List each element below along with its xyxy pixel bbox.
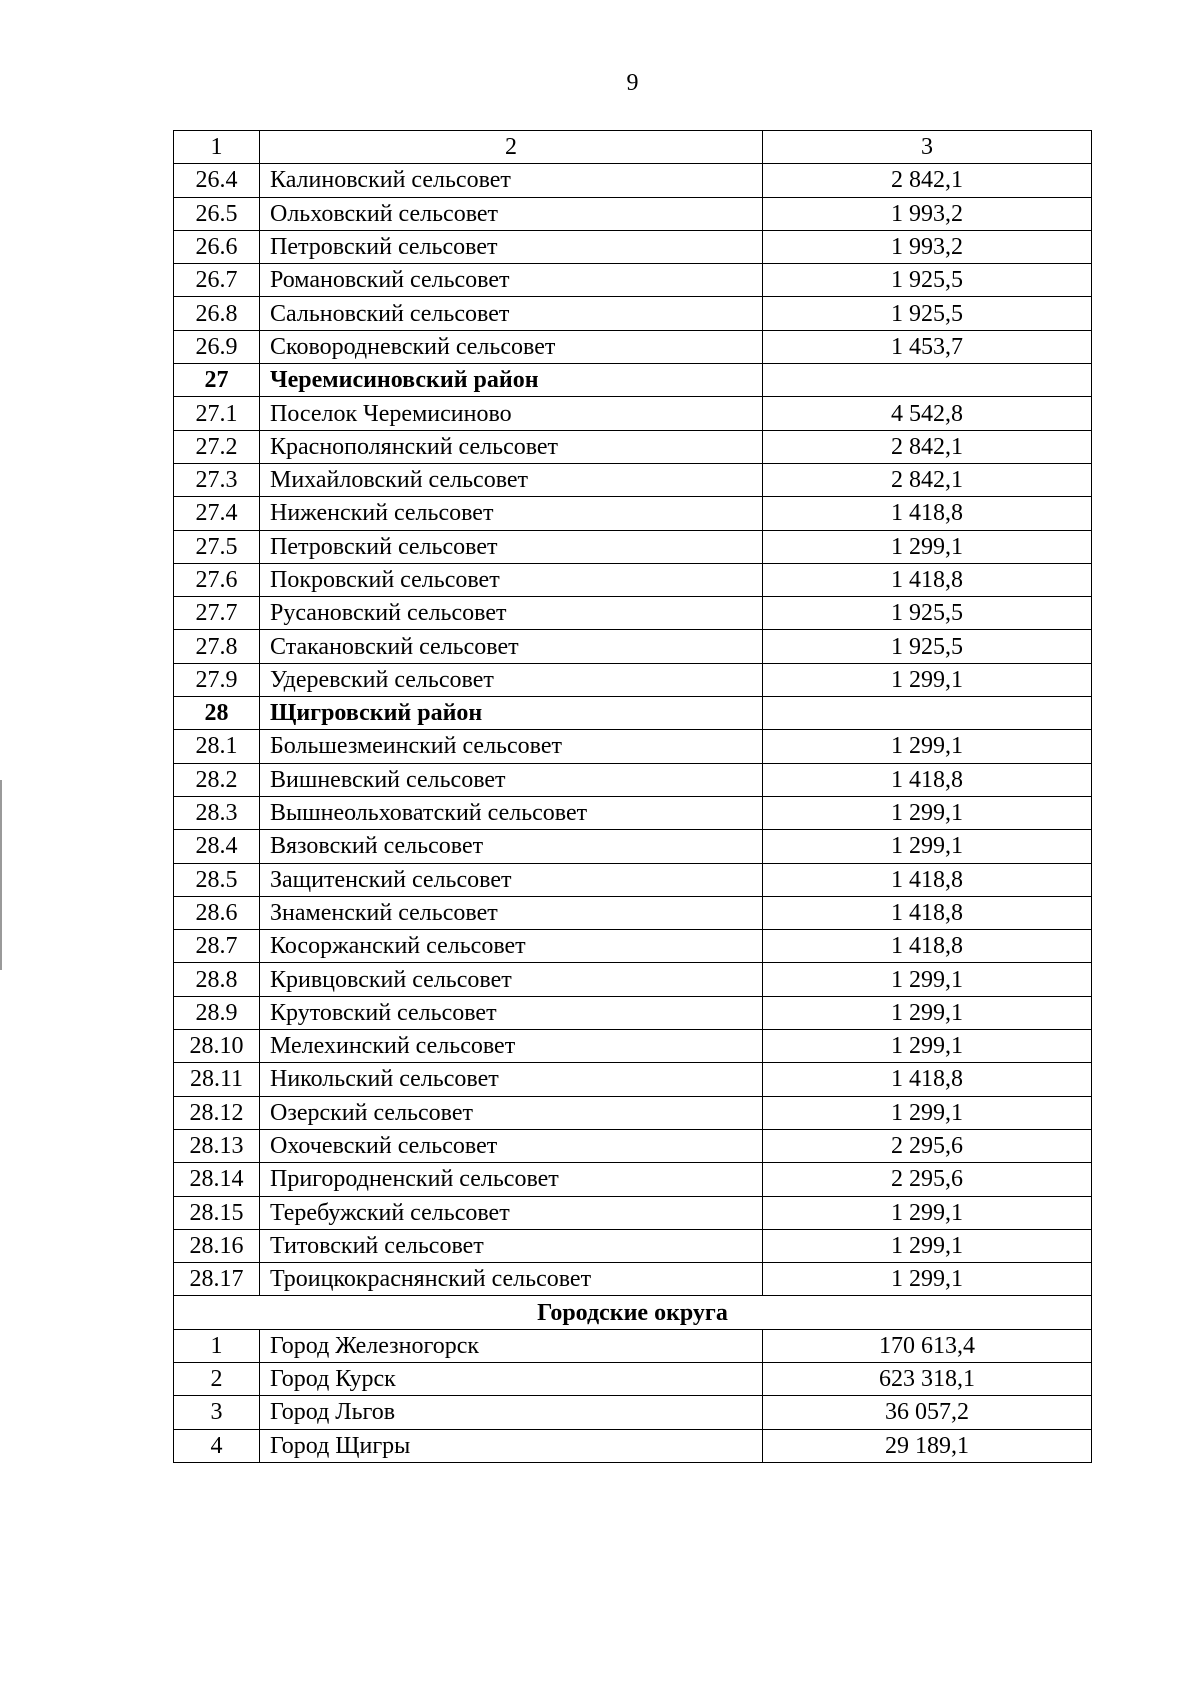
table-row	[174, 1096, 1092, 1129]
row-value: 2 842,1	[763, 430, 1092, 463]
row-number: 28.14	[174, 1163, 260, 1196]
row-name: Сковородневский сельсовет	[260, 330, 763, 363]
row-number: 26.9	[174, 330, 260, 363]
row-name: Город Железногорск	[260, 1329, 763, 1362]
row-number: 28.9	[174, 996, 260, 1029]
table-row	[174, 630, 1092, 663]
table-row	[174, 830, 1092, 863]
row-number: 27.2	[174, 430, 260, 463]
row-number: 28	[174, 697, 260, 730]
row-value: 1 418,8	[763, 497, 1092, 530]
row-value: 1 299,1	[763, 996, 1092, 1029]
row-value: 1 925,5	[763, 264, 1092, 297]
row-number: 26.4	[174, 164, 260, 197]
row-value: 1 299,1	[763, 730, 1092, 763]
row-value: 1 299,1	[763, 1263, 1092, 1296]
row-name: Косоржанский сельсовет	[260, 930, 763, 963]
row-value: 1 418,8	[763, 863, 1092, 896]
row-number: 27.4	[174, 497, 260, 530]
row-value: 1 993,2	[763, 197, 1092, 230]
header-col-3: 3	[763, 131, 1092, 164]
row-name: Удеревский сельсовет	[260, 663, 763, 696]
row-value: 623 318,1	[763, 1362, 1092, 1395]
table-row	[174, 330, 1092, 363]
row-name: Черемисиновский район	[260, 364, 763, 397]
row-name: Русановский сельсовет	[260, 597, 763, 630]
row-number: 28.15	[174, 1196, 260, 1229]
row-name: Ольховский сельсовет	[260, 197, 763, 230]
row-name: Кривцовский сельсовет	[260, 963, 763, 996]
row-value: 1 299,1	[763, 663, 1092, 696]
table-row	[174, 896, 1092, 929]
row-number: 4	[174, 1429, 260, 1462]
row-number: 27.8	[174, 630, 260, 663]
row-number: 28.2	[174, 763, 260, 796]
group-heading: Городские округа	[174, 1296, 1092, 1329]
row-number: 28.17	[174, 1263, 260, 1296]
row-name: Большезмеинский сельсовет	[260, 730, 763, 763]
row-number: 27	[174, 364, 260, 397]
row-number: 26.8	[174, 297, 260, 330]
row-number: 28.4	[174, 830, 260, 863]
row-value	[763, 697, 1092, 730]
row-name: Никольский сельсовет	[260, 1063, 763, 1096]
table-row	[174, 230, 1092, 263]
group-heading-row	[174, 1296, 1092, 1329]
row-name: Покровский сельсовет	[260, 563, 763, 596]
row-number: 26.7	[174, 264, 260, 297]
row-number: 28.1	[174, 730, 260, 763]
table-row	[174, 1063, 1092, 1096]
row-name: Охочевский сельсовет	[260, 1129, 763, 1162]
table-row	[174, 1030, 1092, 1063]
row-value: 2 842,1	[763, 463, 1092, 496]
row-number: 3	[174, 1396, 260, 1429]
row-value: 29 189,1	[763, 1429, 1092, 1462]
row-value: 1 299,1	[763, 1030, 1092, 1063]
row-value: 170 613,4	[763, 1329, 1092, 1362]
row-value: 1 925,5	[763, 597, 1092, 630]
row-name: Титовский сельсовет	[260, 1229, 763, 1262]
table-row	[174, 164, 1092, 197]
header-row	[174, 131, 1092, 164]
row-number: 2	[174, 1362, 260, 1395]
row-name: Троицкокраснянский сельсовет	[260, 1263, 763, 1296]
row-name: Озерский сельсовет	[260, 1096, 763, 1129]
row-value: 1 299,1	[763, 830, 1092, 863]
table-row	[174, 1163, 1092, 1196]
row-name: Ниженский сельсовет	[260, 497, 763, 530]
table-row	[174, 563, 1092, 596]
row-number: 28.5	[174, 863, 260, 896]
district-heading-row	[174, 697, 1092, 730]
row-value: 1 453,7	[763, 330, 1092, 363]
row-number: 27.3	[174, 463, 260, 496]
row-value: 1 925,5	[763, 297, 1092, 330]
row-name: Калиновский сельсовет	[260, 164, 763, 197]
row-name: Мелехинский сельсовет	[260, 1030, 763, 1063]
page-number: 9	[626, 70, 639, 96]
table-row	[174, 430, 1092, 463]
row-number: 28.16	[174, 1229, 260, 1262]
row-name: Поселок Черемисиново	[260, 397, 763, 430]
row-name: Город Льгов	[260, 1396, 763, 1429]
table-row	[174, 1196, 1092, 1229]
row-value: 1 299,1	[763, 530, 1092, 563]
table-row	[174, 397, 1092, 430]
row-value: 1 418,8	[763, 763, 1092, 796]
row-name: Романовский сельсовет	[260, 264, 763, 297]
table-row	[174, 1362, 1092, 1395]
table-row	[174, 863, 1092, 896]
table-row	[174, 730, 1092, 763]
row-value: 1 299,1	[763, 1229, 1092, 1262]
row-number: 27.7	[174, 597, 260, 630]
row-name: Щигровский район	[260, 697, 763, 730]
row-number: 26.6	[174, 230, 260, 263]
table-row	[174, 1129, 1092, 1162]
table-body	[174, 131, 1092, 1463]
row-value: 1 925,5	[763, 630, 1092, 663]
row-value: 1 993,2	[763, 230, 1092, 263]
table-row	[174, 530, 1092, 563]
row-name: Петровский сельсовет	[260, 530, 763, 563]
table-row	[174, 763, 1092, 796]
row-value: 4 542,8	[763, 397, 1092, 430]
table-row	[174, 297, 1092, 330]
table-row	[174, 1263, 1092, 1296]
table-row	[174, 497, 1092, 530]
row-name: Знаменский сельсовет	[260, 896, 763, 929]
scan-edge-mark	[0, 780, 2, 970]
row-number: 27.6	[174, 563, 260, 596]
row-number: 28.11	[174, 1063, 260, 1096]
table-row	[174, 597, 1092, 630]
row-name: Город Курск	[260, 1362, 763, 1395]
row-name: Крутовский сельсовет	[260, 996, 763, 1029]
row-value: 1 418,8	[763, 896, 1092, 929]
row-number: 28.13	[174, 1129, 260, 1162]
table-row	[174, 463, 1092, 496]
table-row	[174, 963, 1092, 996]
row-number: 28.7	[174, 930, 260, 963]
table-row	[174, 1429, 1092, 1462]
row-name: Пригородненский сельсовет	[260, 1163, 763, 1196]
row-number: 27.1	[174, 397, 260, 430]
row-number: 28.3	[174, 796, 260, 829]
row-value: 36 057,2	[763, 1396, 1092, 1429]
row-value: 2 295,6	[763, 1129, 1092, 1162]
row-name: Вышнеольховатский сельсовет	[260, 796, 763, 829]
table-row	[174, 930, 1092, 963]
row-name: Михайловский сельсовет	[260, 463, 763, 496]
district-heading-row	[174, 364, 1092, 397]
row-value: 2 842,1	[763, 164, 1092, 197]
row-value: 2 295,6	[763, 1163, 1092, 1196]
row-name: Краснополянский сельсовет	[260, 430, 763, 463]
row-number: 28.10	[174, 1030, 260, 1063]
row-number: 28.6	[174, 896, 260, 929]
row-value: 1 299,1	[763, 796, 1092, 829]
row-name: Вишневский сельсовет	[260, 763, 763, 796]
table-row	[174, 796, 1092, 829]
row-value: 1 418,8	[763, 563, 1092, 596]
row-name: Вязовский сельсовет	[260, 830, 763, 863]
row-number: 28.8	[174, 963, 260, 996]
row-name: Защитенский сельсовет	[260, 863, 763, 896]
row-number: 27.9	[174, 663, 260, 696]
table-row	[174, 996, 1092, 1029]
row-name: Город Щигры	[260, 1429, 763, 1462]
header-col-1: 1	[174, 131, 260, 164]
allocation-table	[173, 130, 1092, 1463]
row-value: 1 418,8	[763, 930, 1092, 963]
table-row	[174, 264, 1092, 297]
table-row	[174, 1229, 1092, 1262]
row-number: 27.5	[174, 530, 260, 563]
row-value	[763, 364, 1092, 397]
row-name: Стакановский сельсовет	[260, 630, 763, 663]
row-value: 1 299,1	[763, 1196, 1092, 1229]
header-col-2: 2	[260, 131, 763, 164]
table-row	[174, 663, 1092, 696]
row-name: Петровский сельсовет	[260, 230, 763, 263]
table-row	[174, 1329, 1092, 1362]
row-value: 1 418,8	[763, 1063, 1092, 1096]
table-row	[174, 1396, 1092, 1429]
row-value: 1 299,1	[763, 963, 1092, 996]
row-value: 1 299,1	[763, 1096, 1092, 1129]
row-number: 26.5	[174, 197, 260, 230]
row-name: Теребужский сельсовет	[260, 1196, 763, 1229]
row-number: 28.12	[174, 1096, 260, 1129]
row-name: Сальновский сельсовет	[260, 297, 763, 330]
table-row	[174, 197, 1092, 230]
row-number: 1	[174, 1329, 260, 1362]
